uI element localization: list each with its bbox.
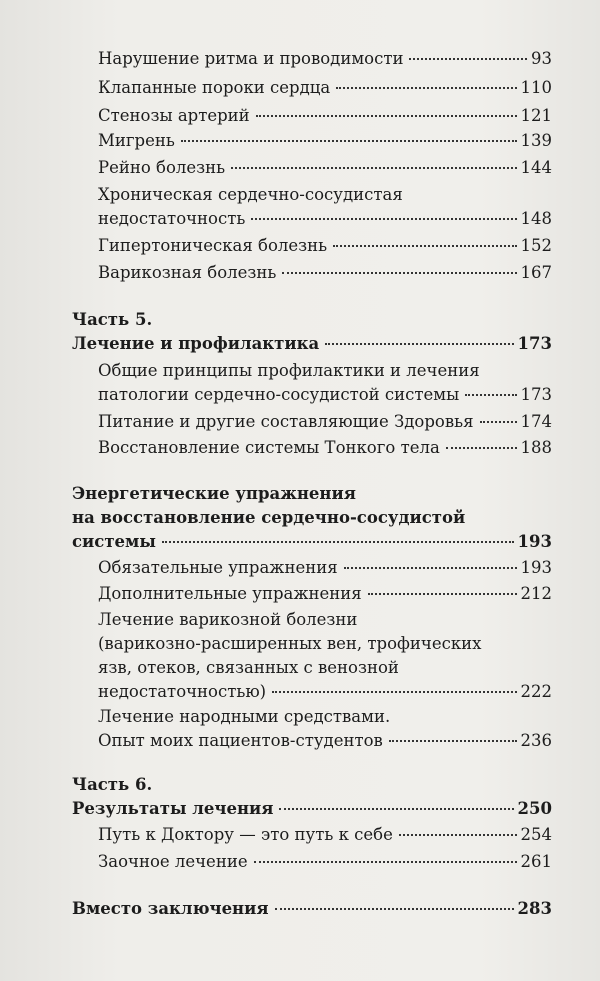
toc-entry	[98, 235, 552, 257]
toc-entry	[72, 898, 552, 920]
toc-entry	[98, 730, 552, 752]
leader-dots	[251, 218, 516, 220]
page-number: 283	[517, 899, 552, 918]
entry-title: Дополнительные упражнения	[98, 584, 362, 603]
toc-entry	[98, 77, 552, 99]
entry-title-line: Лечение варикозной болезни	[98, 610, 358, 629]
leader-dots	[465, 394, 516, 396]
entry-title: Рейно болезнь	[98, 158, 226, 177]
page-number: 144	[520, 158, 552, 177]
leader-dots	[325, 343, 513, 345]
entry-title-line: язв, отеков, связанных с венозной	[98, 658, 399, 677]
entry-title-line: Лечение народными средствами.	[98, 707, 391, 726]
entry-title: патологии сердечно-сосудистой системы	[98, 385, 460, 404]
toc-entry	[98, 130, 552, 152]
toc-entry	[98, 681, 552, 703]
page-number: 173	[520, 385, 552, 404]
entry-title: Варикозная болезнь	[98, 263, 277, 282]
entry-title: Восстановление системы Тонкого тела	[98, 438, 440, 457]
leader-dots	[162, 541, 514, 543]
page-number: 152	[520, 236, 552, 255]
entry-title: недостаточностью)	[98, 682, 267, 701]
toc-entry	[98, 208, 552, 230]
leader-dots	[181, 140, 517, 142]
page-number: 93	[531, 49, 552, 68]
entry-title: Нарушение ритма и проводимости	[98, 49, 404, 68]
toc-entry	[98, 851, 552, 873]
entry-title: Стенозы артерий	[98, 106, 250, 125]
entry-title: Опыт моих пациентов-студентов	[98, 731, 383, 750]
page-number: 261	[520, 852, 552, 871]
leader-dots	[446, 447, 517, 449]
entry-title: Результаты лечения	[72, 799, 274, 818]
toc-entry	[98, 105, 552, 127]
leader-dots	[409, 58, 527, 60]
entry-title: Питание и другие составляющие Здоровья	[98, 412, 474, 431]
entry-title: Мигрень	[98, 131, 175, 150]
page-number: 121	[520, 106, 552, 125]
part-heading: Часть 6.	[72, 775, 153, 794]
toc-entry	[98, 824, 552, 846]
page-number: 173	[517, 334, 552, 353]
entry-title: Гипертоническая болезнь	[98, 236, 328, 255]
page-number: 254	[520, 825, 552, 844]
page-number: 236	[520, 731, 552, 750]
page-number: 188	[520, 438, 552, 457]
leader-dots	[231, 167, 516, 169]
leader-dots	[333, 245, 516, 247]
entry-title: Путь к Доктору — это путь к себе	[98, 825, 393, 844]
entry-title-line: (варикозно-расширенных вен, трофических	[98, 634, 482, 653]
page-number: 167	[520, 263, 552, 282]
toc-entry	[98, 48, 552, 70]
toc-entry	[98, 437, 552, 459]
toc-entry	[98, 583, 552, 605]
entry-title: Вместо заключения	[72, 899, 269, 918]
page-number: 139	[520, 131, 552, 150]
leader-dots	[282, 272, 516, 274]
entry-title: Заочное лечение	[98, 852, 248, 871]
page-number: 193	[520, 558, 552, 577]
leader-dots	[279, 808, 513, 810]
page-number: 250	[517, 799, 552, 818]
leader-dots	[275, 908, 514, 910]
part-heading: Часть 5.	[72, 310, 153, 329]
page-number: 212	[520, 584, 552, 603]
page-number: 193	[517, 532, 552, 551]
leader-dots	[272, 691, 516, 693]
toc-entry	[98, 262, 552, 284]
leader-dots	[254, 861, 517, 863]
toc-entry	[72, 798, 552, 820]
page-number: 110	[520, 78, 552, 97]
leader-dots	[389, 740, 517, 742]
page-number: 148	[520, 209, 552, 228]
entry-title-line: Общие принципы профилактики и лечения	[98, 361, 480, 380]
page-number: 174	[520, 412, 552, 431]
entry-title: Клапанные пороки сердца	[98, 78, 331, 97]
leader-dots	[399, 834, 517, 836]
leader-dots	[344, 567, 517, 569]
entry-title: системы	[72, 532, 156, 551]
section-heading-line: Энергетические упражнения	[72, 484, 356, 503]
toc-entry	[98, 384, 552, 406]
toc-entry	[72, 333, 552, 355]
toc-entry	[98, 411, 552, 433]
page-number: 222	[520, 682, 552, 701]
leader-dots	[336, 87, 516, 89]
entry-title: Обязательные упражнения	[98, 558, 338, 577]
entry-title: Лечение и профилактика	[72, 334, 320, 353]
toc-entry	[72, 531, 552, 553]
toc-entry	[98, 557, 552, 579]
leader-dots	[368, 593, 517, 595]
leader-dots	[256, 115, 517, 117]
entry-title-line: Хроническая сердечно-сосудистая	[98, 185, 403, 204]
toc-entry	[98, 157, 552, 179]
entry-title: недостаточность	[98, 209, 246, 228]
section-heading-line: на восстановление сердечно-сосудистой	[72, 508, 466, 527]
leader-dots	[480, 421, 517, 423]
